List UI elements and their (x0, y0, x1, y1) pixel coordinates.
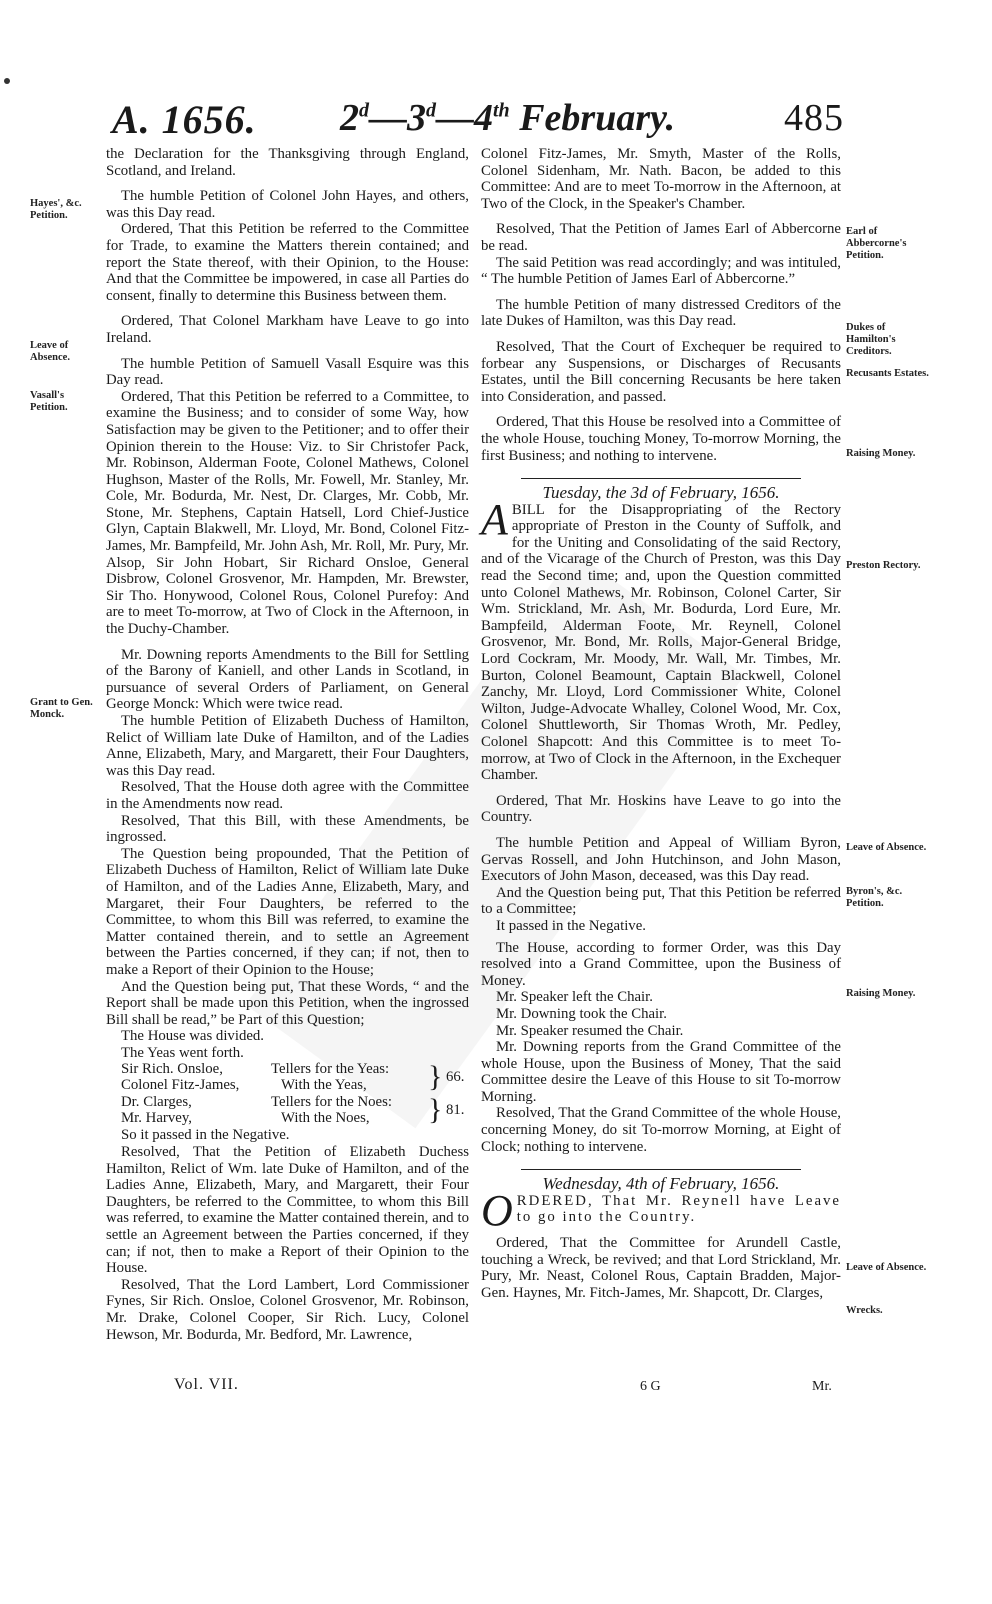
paragraph: The said Petition was read accordingly; and was intituled, “ The humble Petition of James Earl of Abbercorne.” (481, 254, 841, 288)
corner-speck (4, 78, 10, 84)
signature-mark: 6 G (640, 1379, 661, 1394)
paragraph: The Question being propounded, That the Petition of Elizabeth Duchess of Hamilton, Relict of William late Duke of Hamilton, and of the Ladies Anne, Elizabeth, Mary, and Margaret, their Four Daughters, be referred to the Committee, to whom this Bill was referred, to examine the Matter contained therein, and to settle an Agreement between the Parties concerned, if they can; if not, then to make a Report of their Opinion to the House; (106, 845, 469, 978)
paragraph: The House, according to former Order, was this Day resolved into a Grand Committee, upon the Business of Money. (481, 939, 841, 989)
brace-glyph: } (428, 1093, 443, 1127)
margin-note-raising-money-2: Raising Money. (846, 988, 916, 999)
paragraph: Resolved, That the House doth agree with the Committee in the Amendments now read. (106, 779, 469, 812)
margin-note-byron: Byron's, &c. Petition. (846, 886, 903, 909)
margin-note-raising-money-1: Raising Money. (846, 448, 916, 459)
paragraph: The humble Petition and Appeal of William Byron, Gervas Rossell, and John Hutchinson, and John Mason, Executors of John Mason, deceased, was this Day read. (481, 834, 841, 885)
drop-cap: A (481, 494, 508, 544)
paragraph: The humble Petition of many distressed Creditors of the late Dukes of Hamilton, was this Day read. (481, 296, 841, 330)
paragraph: Resolved, That the Grand Committee of the whole House, concerning Money, do sit To-morrow Morning, at Eight of Clock; nothing to intervene. (481, 1105, 841, 1155)
margin-note-wrecks: Wrecks. (846, 1305, 883, 1316)
paragraph-preston (481, 494, 841, 784)
paragraph: The humble Petition of Colonel John Hayes, and others, was this Day read. (106, 188, 469, 221)
paragraph: The House was divided. (121, 1028, 265, 1045)
margin-note-preston: Preston Rectory. (846, 560, 921, 571)
teller-role: Tellers for the Noes: (271, 1094, 392, 1111)
margin-note-recusants: Recusants Estates. (846, 368, 929, 379)
date-3-sup: d (426, 99, 436, 122)
paragraph: Mr. Speaker left the Chair. (496, 989, 653, 1006)
paragraph: Resolved, That the Petition of James Earl of Abbercorne be read. (481, 221, 841, 254)
paragraph: Mr. Speaker resumed the Chair. (496, 1022, 684, 1039)
paragraph: Resolved, That the Petition of Elizabeth Duchess Hamilton, Relict of Wm. late Duke of Hamilton, and of the Ladies Anne, Elizabeth, Mary, and Margarett, their Four Daughters, be referred to the Committee, to whom this Bill was referred, to examine the Matter contained therein, and to settle an Agreement between the Parties concerned, if they can; if not, then to make a Report of their Opinion to the House. (106, 1144, 469, 1277)
noes-count: 81. (446, 1102, 465, 1119)
date-4-sup: th (493, 99, 510, 122)
margin-note-leave-absence-3: Leave of Absence. (846, 1262, 927, 1273)
margin-note-monck: Grant to Gen. Monck. (30, 697, 93, 720)
day-heading-wednesday: Wednesday, 4th of February, 1656. (542, 1174, 780, 1194)
paragraph: Mr. Downing took the Chair. (496, 1005, 667, 1022)
paragraph: So it passed in the Negative. (121, 1127, 290, 1144)
margin-note-leave-absence-2: Leave of Absence. (846, 842, 927, 853)
right-column (481, 146, 841, 1301)
margin-note-vasall: Vasall's Petition. (30, 390, 68, 413)
margin-note-abbercorne: Earl of Abbercorne's Petition. (846, 226, 907, 261)
margin-note-hamilton-creditors: Dukes of Hamilton's Creditors. (846, 322, 896, 357)
tellers-block (121, 1061, 469, 1127)
brace-glyph: } (428, 1060, 443, 1094)
paragraph: It passed in the Negative. (496, 917, 646, 934)
teller-role: Tellers for the Yeas: (271, 1061, 390, 1078)
page-header (0, 96, 992, 146)
paragraph: Resolved, That the Court of Exchequer be required to forbear any Suspensions, or Discharges of Recusants Estates, until the Bill concerning Recusants be here taken into Consideration, and passed. (481, 338, 841, 405)
left-column (106, 146, 469, 1343)
paragraph-reynell (481, 1185, 841, 1235)
volume-footer: Vol. VII. (174, 1376, 239, 1393)
paragraph: Mr. Downing reports from the Grand Committee of the whole House, upon the Business of Money, That the said Committee desire the Leave of this House to sit To-morrow Morning. (481, 1039, 841, 1105)
page-number: 485 (784, 97, 844, 139)
date-4: —4 (436, 97, 493, 139)
paragraph: Ordered, That Mr. Hoskins have Leave to go into the Country. (481, 792, 841, 826)
paragraph: The humble Petition of Samuell Vasall Esquire was this Day read. (106, 355, 469, 389)
paragraph: Ordered, That this House be resolved into a Committee of the whole House, touching Money, To-morrow Morning, the first Business; and nothing to intervene. (481, 414, 841, 464)
paragraph: Ordered, That Colonel Markham have Leave to go into Ireland. (106, 313, 469, 346)
paragraph: The Yeas went forth. (121, 1044, 244, 1061)
paragraph-text: BILL for the Disappropriating of the Rectory appropriate of Preston in the County of Suffolk, and for the Uniting and Consolidating of the said Rectory, and of the Vicarage of the Church of Preston, was this Day read the Second time; and, upon the Question committed unto Colonel Mathews, Mr. Robinson, Colonel Carter, Sir Wm. Strickland, Mr. Ash, Mr. Bodurda, Lord Eure, Mr. Bampfeild, Alderman Foote, Mr. Reynell, Colonel Grosvenor, Mr. Bond, Mr. Rolls, Major-General Bridge, Lord Cockram, Mr. Moody, Mr. Wall, Mr. Timbes, Mr. Burton, Colonel Beamount, Captain Blackwell, Colonel Zanchy, Mr. Lloyd, Lord Commissioner White, Colonel Wilton, Judge-Advocate Whalley, Colonel Wood, Mr. Cox, Colonel Shuttleworth, Sir Thomas Wroth, Mr. Pedley, Colonel Shapcott: And this Committee is to meet To-morrow, at Two of Clock in the Afternoon, in the Exchequer Chamber. (481, 501, 841, 784)
margin-note-hayes: Hayes', &c. Petition. (30, 198, 82, 221)
catchword: Mr. (812, 1379, 832, 1394)
paragraph: And the Question being put, That these Words, “ and the Report shall be made upon this Petition, when the ingrossed Bill shall be read,” be Part of this Question; (106, 978, 469, 1028)
teller-name: Mr. Harvey, (121, 1110, 192, 1127)
paragraph: Resolved, That this Bill, with these Amendments, be ingrossed. (106, 812, 469, 846)
section-rule (521, 478, 801, 479)
paragraph: Ordered, That this Petition be referred to the Committee for Trade, to examine the Matters therein contained; and report the State thereof, with their Opinion, to the House: And that the Committee be impowered, in case all Parties do consent, finally to determine this Business between them. (106, 221, 469, 304)
teller-name: Colonel Fitz-James, (121, 1077, 240, 1094)
teller-name: Dr. Clarges, (121, 1094, 192, 1111)
date-2-sup: d (359, 99, 369, 122)
date-month: February. (509, 97, 676, 139)
paragraph: the Declaration for the Thanksgiving through England, Scotland, and Ireland. (106, 146, 469, 179)
paragraph: And the Question being put, That this Petition be referred to a Committee; (481, 884, 841, 918)
margin-note-leave-absence-1: Leave of Absence. (30, 340, 70, 363)
paragraph: Resolved, That the Lord Lambert, Lord Commissioner Fynes, Sir Rich. Onsloe, Colonel Grosvenor, Mr. Robinson, Mr. Drake, Colonel Cooper, Sir Rich. Lucy, Colonel Hewson, Mr. Bodurda, Mr. Bedford, Mr. Lawrence, (106, 1276, 469, 1343)
paragraph-text: RDERED, That Mr. Reynell have Leave to go into the Country. (516, 1192, 841, 1226)
paragraph: The humble Petition of Elizabeth Duchess of Hamilton, Relict of William late Duke of Hamilton, and of the Ladies Anne, Elizabeth, Mary, and Margarett, their Four Daughters, was this Day read. (106, 713, 469, 779)
yeas-count: 66. (446, 1069, 465, 1086)
paragraph: Ordered, That this Petition be referred to a Committee, to examine the Business; and to consider of some Way, how Satisfaction may be given to the Petitioner; and to offer their Opinion therein to the House: Viz. to Sir Christofer Pack, Mr. Robinson, Alderman Foote, Colonel Mathews, Colonel Hughson, Master of the Rolls, Mr. Fowell, Mr. Stanley, Mr. Cole, Mr. Bodurda, Mr. Nest, Dr. Clarges, Mr. Cobb, Mr. Stone, Mr. Stephens, Captain Hatsell, Lord Chief-Justice Glyn, Captain Blakwell, Mr. Lloyd, Mr. Bond, Colonel Fitz-James, Mr. Bampfeild, Mr. John Ash, Mr. Roll, Mr. Pury, Mr. Alsop, Sir John Hobart, Sir Richard Onsloe, General Disbrow, Colonel Grosvenor, Mr. Hampden, Mr. Brewster, Sir Tho. Honywood, Colonel Rous, Colonel Purefoy: And are to meet To-morrow, at Two of Clock in the Afternoon, in the Duchy-Chamber. (106, 388, 469, 638)
teller-name: Sir Rich. Onsloe, (121, 1061, 223, 1078)
paragraph: Ordered, That the Committee for Arundell Castle, touching a Wreck, be revived; and that Lord Strickland, Mr. Pury, Mr. Neast, Colonel Rous, Captain Bradden, Major-Gen. Haynes, Mr. Fitch-James, Mr. Shapcott, Dr. Clarges, (481, 1235, 841, 1301)
header-dates (340, 96, 675, 140)
paragraph: Colonel Fitz-James, Mr. Smyth, Master of the Rolls, Colonel Sidenham, Mr. Nath. Bacon, be added to this Committee: And are to meet To-morrow in the Afternoon, at Two of the Clock, in the Speaker's Chamber. (481, 146, 841, 212)
day-heading-tuesday: Tuesday, the 3d of February, 1656. (542, 483, 780, 503)
header-year: A. 1656. (112, 97, 257, 142)
date-2: 2 (340, 97, 359, 139)
paragraph: Mr. Downing reports Amendments to the Bill for Settling of the Barony of Kaniell, and other Lands in Scotland, in pursuance of several Orders of Parliament, on General George Monck: Which were twice read. (106, 646, 469, 713)
date-3: —3 (369, 97, 426, 139)
teller-role: With the Noes, (281, 1110, 370, 1127)
drop-cap: O (481, 1185, 513, 1235)
teller-role: With the Yeas, (281, 1077, 367, 1094)
section-rule (521, 1169, 801, 1170)
